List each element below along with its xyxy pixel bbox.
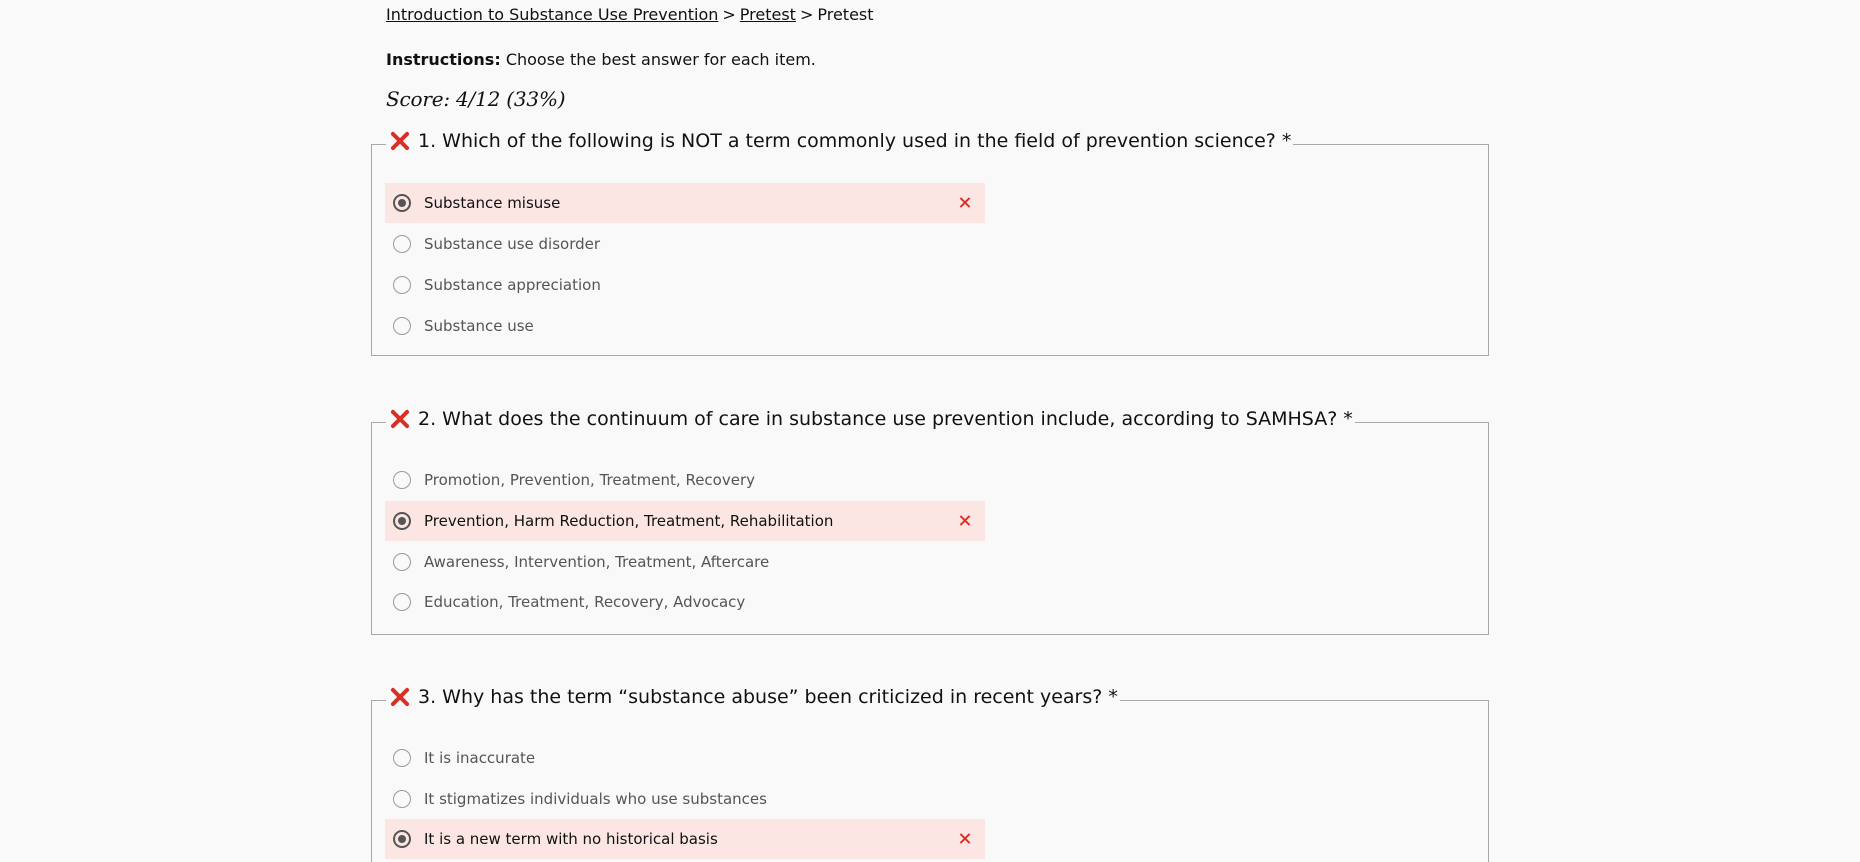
radio-button[interactable] [393, 790, 411, 808]
question-1-option-1[interactable] [385, 183, 985, 223]
question-2-title [386, 405, 1355, 433]
option-label: Substance misuse [424, 194, 561, 212]
instructions [386, 50, 816, 70]
question-2-option-3[interactable] [385, 542, 985, 582]
breadcrumb-separator: > [799, 5, 814, 24]
breadcrumb-section-link[interactable]: Pretest [739, 5, 796, 24]
question-2 [371, 408, 1489, 635]
radio-button[interactable] [393, 749, 411, 767]
radio-button[interactable] [393, 553, 411, 571]
question-3-option-2[interactable] [385, 779, 985, 819]
incorrect-cross-icon [388, 407, 412, 431]
option-label: Prevention, Harm Reduction, Treatment, Rehabilitation [424, 512, 834, 530]
incorrect-x-icon [957, 831, 973, 847]
incorrect-cross-icon [388, 129, 412, 153]
breadcrumb-current: Pretest [817, 5, 874, 24]
option-label: Awareness, Intervention, Treatment, Aftercare [424, 553, 770, 571]
question-1-option-3[interactable] [385, 265, 985, 305]
radio-button-selected[interactable] [393, 830, 411, 848]
radio-button-selected[interactable] [393, 194, 411, 212]
question-3-option-3[interactable] [385, 819, 985, 859]
question-1-option-4[interactable] [385, 306, 985, 346]
radio-button[interactable] [393, 593, 411, 611]
radio-button[interactable] [393, 276, 411, 294]
radio-button-selected[interactable] [393, 512, 411, 530]
option-label: Substance appreciation [424, 276, 601, 294]
required-asterisk: * [1281, 130, 1292, 152]
option-label: It is inaccurate [424, 749, 536, 767]
incorrect-cross-icon [388, 685, 412, 709]
radio-button[interactable] [393, 235, 411, 253]
question-3 [371, 686, 1489, 862]
score: Score: 4/12 (33%) [386, 87, 566, 111]
incorrect-x-icon [957, 513, 973, 529]
required-asterisk: * [1108, 686, 1118, 708]
breadcrumb-separator: > [722, 5, 736, 24]
instructions-text: Choose the best answer for each item. [505, 50, 816, 69]
option-label: Promotion, Prevention, Treatment, Recovery [424, 471, 755, 489]
question-1-text: 1. Which of the following is NOT a term commonly used in the field of prevention science? [418, 130, 1276, 152]
question-3-option-1[interactable] [385, 738, 985, 778]
question-3-title [386, 683, 1120, 711]
question-1 [371, 130, 1489, 356]
question-2-option-4[interactable] [385, 582, 985, 622]
question-2-option-2[interactable] [385, 501, 985, 541]
instructions-label: Instructions: [386, 50, 501, 69]
option-label: Substance use [424, 317, 534, 335]
option-label: Education, Treatment, Recovery, Advocacy [424, 593, 746, 611]
required-asterisk: * [1343, 408, 1353, 430]
question-2-option-1[interactable] [385, 460, 985, 500]
radio-button[interactable] [393, 317, 411, 335]
question-1-option-2[interactable] [385, 224, 985, 264]
question-2-text: 2. What does the continuum of care in substance use prevention include, according to SAMHSA? [418, 408, 1338, 430]
breadcrumb [386, 5, 874, 25]
option-label: It is a new term with no historical basis [424, 830, 718, 848]
option-label: Substance use disorder [424, 235, 601, 253]
question-1-title [386, 127, 1293, 155]
incorrect-x-icon [957, 195, 973, 211]
option-label: It stigmatizes individuals who use substances [424, 790, 767, 808]
breadcrumb-course-link[interactable]: Introduction to Substance Use Prevention [386, 5, 719, 24]
radio-button[interactable] [393, 471, 411, 489]
question-3-text: 3. Why has the term “substance abuse” been criticized in recent years? [418, 686, 1103, 708]
